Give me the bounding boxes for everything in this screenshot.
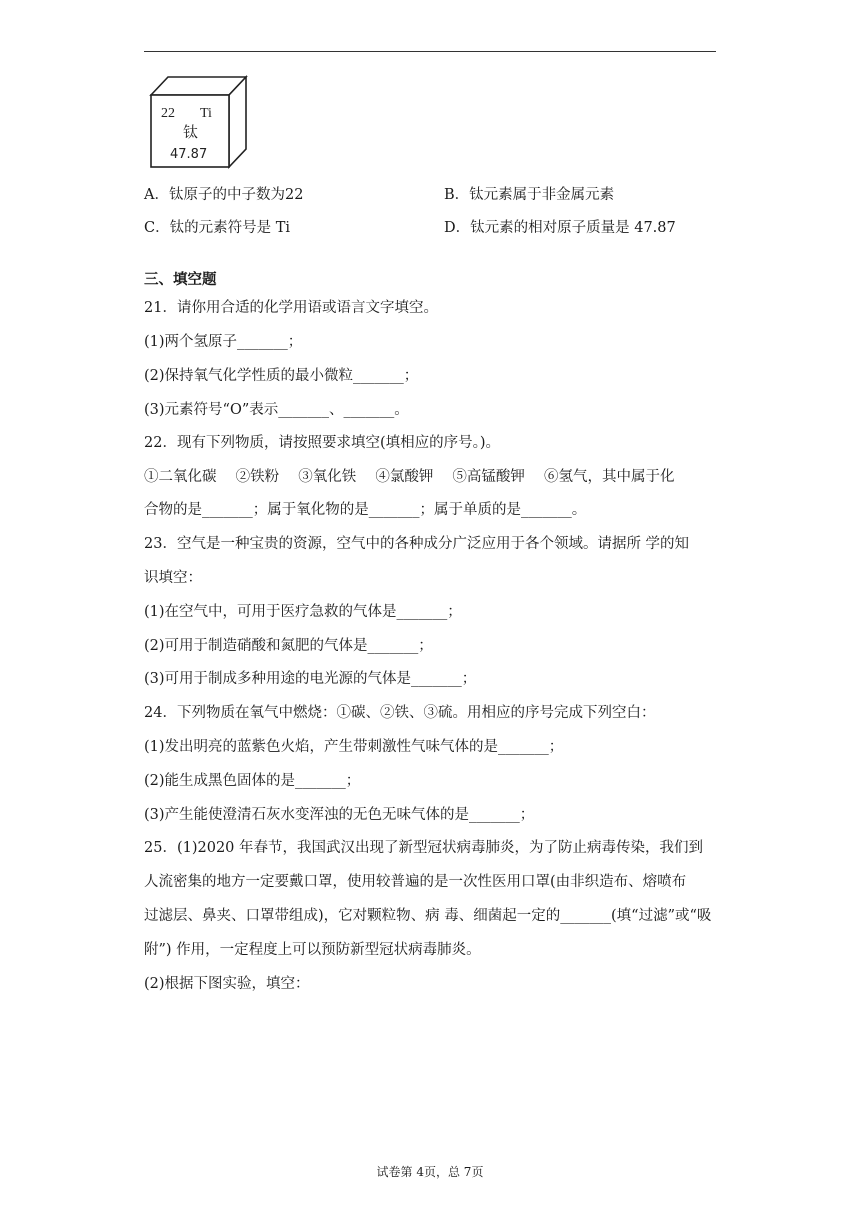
- option-a: A．钛原子的中子数为22: [144, 187, 304, 203]
- element-symbol: Ti: [200, 106, 212, 121]
- q21-stem: 21．请你用合适的化学用语或语言文字填空。: [144, 300, 438, 316]
- q22-stem: 22．现有下列物质，请按照要求填空(填相应的序号。)。: [144, 435, 501, 451]
- q23-stem: 23．空气是一种宝贵的资源，空气中的各种成分广泛应用于各个领域。请据所 学的知: [144, 536, 690, 552]
- q21-part1: (1)两个氢原子_______；: [144, 334, 303, 350]
- q21-part2: (2)保持氧气化学性质的最小微粒_______；: [144, 368, 419, 384]
- header-rule: [144, 51, 716, 52]
- q23-stem-cont: 识填空：: [144, 570, 202, 586]
- q24-part2: (2)能生成黑色固体的是_______；: [144, 773, 361, 789]
- q25-line3: 过滤层、鼻夹、口罩带组成)，它对颗粒物、病 毒、细菌起一定的_______(填“过滤”或“吸: [144, 908, 712, 924]
- q24-part1: (1)发出明亮的蓝紫色火焰，产生带刺激性气味气体的是_______；: [144, 739, 564, 755]
- titanium-element-tile: [146, 73, 250, 169]
- page-footer: 试卷第 4页，总 7页: [376, 1165, 484, 1179]
- q25-part2: (2)根据下图实验，填空：: [144, 976, 310, 992]
- q23-part3: (3)可用于制成多种用途的电光源的气体是_______；: [144, 671, 477, 687]
- q24-stem: 24．下列物质在氧气中燃烧：①碳、②铁、③硫。用相应的序号完成下列空白：: [144, 705, 656, 721]
- atomic-number: 22: [161, 106, 175, 121]
- atomic-mass: 47.87: [170, 147, 208, 162]
- option-b: B．钛元素属于非金属元素: [444, 187, 615, 203]
- section-heading: 三、填空题: [144, 271, 217, 288]
- q25-line1: 25．(1)2020 年春节，我国武汉出现了新型冠状病毒肺炎，为了防止病毒传染，我们到: [144, 840, 703, 856]
- q23-part2: (2)可用于制造硝酸和氮肥的气体是_______；: [144, 638, 433, 654]
- q25-line4: 附”) 作用，一定程度上可以预防新型冠状病毒肺炎。: [144, 942, 481, 958]
- q22-blanks: 合物的是_______；属于氧化物的是_______；属于单质的是_______。: [144, 502, 587, 518]
- option-d: D．钛元素的相对原子质量是 47.87: [444, 220, 676, 236]
- q21-part3: (3)元素符号“O”表示_______、_______。: [144, 402, 409, 418]
- q25-line2: 人流密集的地方一定要戴口罩，使用较普遍的是一次性医用口罩(由非织造布、熔喷布: [144, 874, 687, 890]
- q23-part1: (1)在空气中，可用于医疗急救的气体是_______；: [144, 604, 462, 620]
- element-name: 钛: [183, 123, 199, 141]
- q22-substances: ①二氧化碳 ②铁粉 ③氧化铁 ④氯酸钾 ⑤高锰酸钾 ⑥氢气，其中属于化: [144, 469, 675, 485]
- q24-part3: (3)产生能使澄清石灰水变浑浊的无色无味气体的是_______；: [144, 807, 535, 823]
- option-c: C．钛的元素符号是 Ti: [144, 220, 291, 236]
